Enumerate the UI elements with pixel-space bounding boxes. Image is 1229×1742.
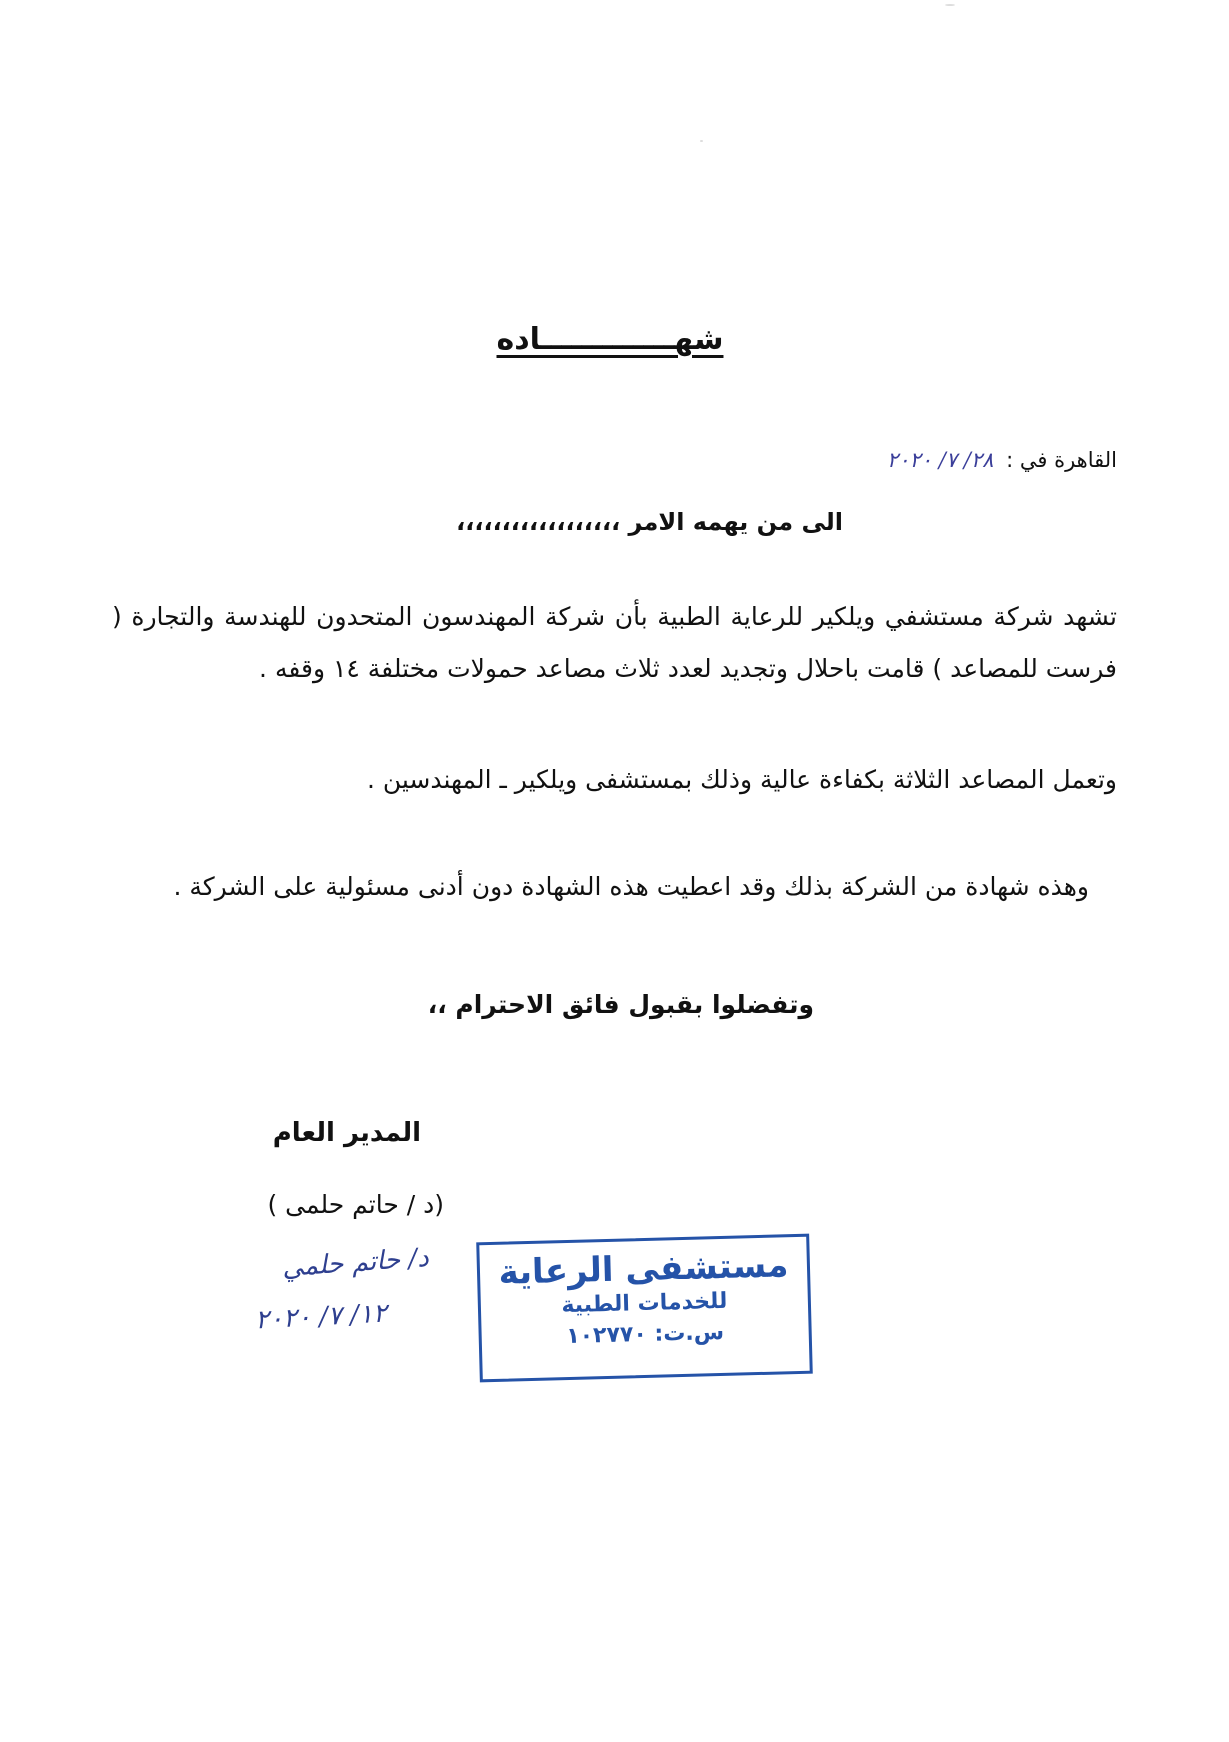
handwritten-date-top: ٢٨/ ٧/ ٢٠٢٠	[886, 448, 994, 472]
closing-line: وتفضلوا بقبول فائق الاحترام ،،	[427, 990, 814, 1019]
handwritten-signature: د/ حاتم حلمي	[281, 1242, 430, 1284]
scan-speck	[700, 140, 703, 142]
signatory-title: المدير العام	[272, 1118, 421, 1148]
body-paragraph-2: وتعمل المصاعد الثلاثة بكفاءة عالية وذلك بمستشفى ويلكير ـ المهندسين .	[366, 765, 1117, 794]
body-paragraph-3: وهذه شهادة من الشركة بذلك وقد اعطيت هذه الشهادة دون أدنى مسئولية على الشركة .	[173, 872, 1089, 901]
date-label: القاهرة في :	[1006, 448, 1117, 472]
date-line	[887, 448, 1117, 472]
handwritten-signature-date: ١٢/ ٧/ ٢٠٢٠	[254, 1298, 388, 1336]
body-paragraph-1: تشهد شركة مستشفي ويلكير للرعاية الطبية بأن شركة المهندسون المتحدون للهندسة والتجارة ( فرست للمصاعد ) قامت باحلال وتجديد لعدد ثلاث مصاعد حمولات مختلفة ١٤ وقفه .	[112, 602, 1117, 683]
scan-speck	[945, 4, 955, 6]
company-stamp	[476, 1234, 813, 1383]
salutation: الى من يهمه الامر ،،،،،،،،،،،،،،،،،،	[456, 508, 843, 536]
stamp-line-1: مستشفى الرعاية	[498, 1245, 789, 1293]
document-title: شهـــــــــــــاده	[496, 322, 724, 357]
stamp-line-2: للخدمات الطبية	[561, 1288, 728, 1319]
stamp-line-3: س.ت: ١٠٢٧٧٠	[565, 1319, 725, 1350]
signatory-name: (د / حاتم حلمى )	[267, 1190, 444, 1219]
